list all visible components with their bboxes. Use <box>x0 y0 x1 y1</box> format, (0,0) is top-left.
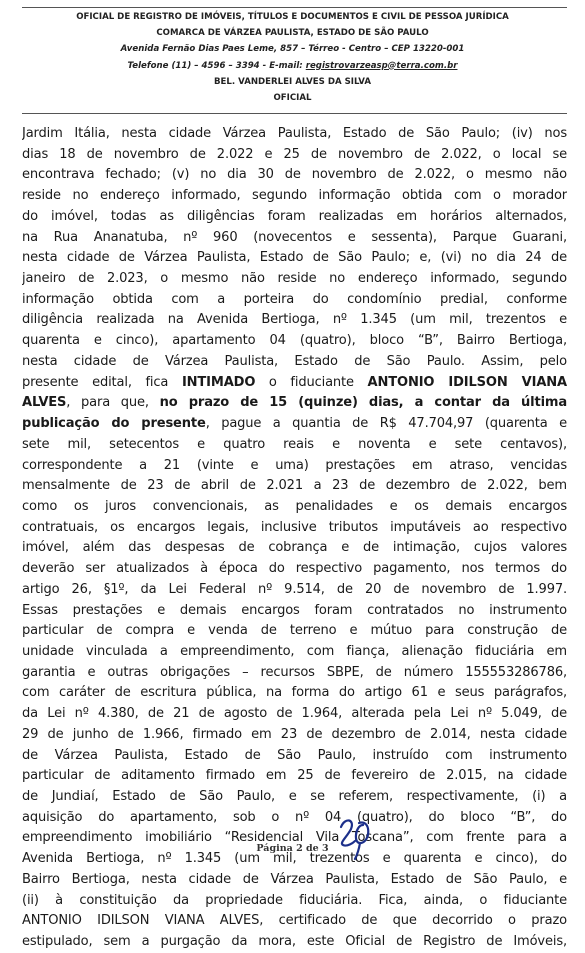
text-run: Avenida Bertioga, nº 1.345 (um mil, trezentos e quarenta e cinco), do <box>22 851 567 867</box>
text-run: deverão ser atualizados à época do respectivo pagamento, nos termos do <box>22 561 567 577</box>
text-run: reside no endereço informado, segundo informação obtida com o morador <box>22 188 567 204</box>
text-line <box>22 580 567 601</box>
text-line <box>22 124 567 145</box>
text-run: imóvel, além das despesas de cobrança e de intimação, cujos valores <box>22 540 567 556</box>
text-run: , pague a quantia de R$ 47.704,97 (quarenta e <box>205 416 567 432</box>
address-line: Avenida Fernão Dias Paes Leme, 857 – Térreo - Centro – CEP 13220-001 <box>120 44 465 55</box>
text-line <box>22 435 567 456</box>
text-run: na Rua Ananatuba, nº 960 (novecentos e sessenta), Parque Guarani, <box>22 229 567 245</box>
text-run: encontrava fechado; (v) no dia 30 de novembro de 2.022, o mesmo não <box>22 167 567 183</box>
text-line <box>22 932 567 953</box>
header-top-rule <box>22 7 567 8</box>
bold-text: INTIMADO <box>181 374 256 390</box>
text-run: mensalmente de 23 de abril de 2.021 a 23 de dezembro de 2.022, bem <box>22 478 567 494</box>
bold-text: publicação do presente <box>22 416 206 432</box>
edital-body <box>22 124 567 953</box>
text-line <box>22 248 567 269</box>
text-run: contratuais, os encargos legais, inclusive tributos imputáveis ao respectivo <box>22 519 567 535</box>
text-line <box>22 393 567 414</box>
text-line <box>22 787 567 808</box>
text-run: estipulado, sem a purgação da mora, este Oficial de Registro de Imóveis, <box>22 934 567 950</box>
county-line: COMARCA DE VÁRZEA PAULISTA, ESTADO DE SÃO PAULO <box>156 28 429 39</box>
text-line <box>22 538 567 559</box>
text-run: particular de compra e venda de terreno e mútuo para construção de <box>22 623 567 639</box>
officer-title: OFICIAL <box>273 92 312 103</box>
text-line <box>22 290 567 311</box>
text-run: informação obtida com a porteira do condomínio predial, conforme <box>22 291 567 307</box>
text-run: aquisição do apartamento, sob o nº 04 (quatro), do bloco “B”, do <box>22 809 567 825</box>
text-line <box>22 808 567 829</box>
text-run: presente edital, fica <box>22 374 182 390</box>
initials-signature <box>335 813 375 861</box>
text-run: o fiduciante <box>255 374 368 390</box>
text-line <box>22 269 567 290</box>
text-run: correspondente a 21 (vinte e uma) prestações em atraso, vencidas <box>22 457 567 473</box>
text-run: ANTONIO IDILSON VIANA ALVES, certificado de que decorrido o prazo <box>22 913 567 929</box>
contact-line <box>0 58 585 74</box>
text-line <box>22 310 567 331</box>
text-run: Essas prestações e demais encargos foram contratados no instrumento <box>22 602 567 618</box>
text-line <box>22 145 567 166</box>
phone-text: Telefone (11) – 4596 – 3394 - E-mail: <box>127 60 303 71</box>
text-run: diligência realizada na Avenida Bertioga, nº 1.345 (um mil, trezentos e <box>22 312 567 328</box>
text-line <box>22 683 567 704</box>
text-line <box>22 207 567 228</box>
text-run: Jardim Itália, nesta cidade Várzea Paulista, Estado de São Paulo; (iv) nos <box>22 126 567 141</box>
text-line <box>22 414 567 435</box>
text-run: empreendimento imobiliário “Residencial Vila Toscana”, com frente para a <box>22 830 567 846</box>
text-line <box>22 559 567 580</box>
text-run: nesta cidade de Várzea Paulista, Estado de São Paulo; e, (vi) no dia 24 de <box>22 250 567 266</box>
text-line <box>22 228 567 249</box>
text-run: unidade vinculada a empreendimento, com fiança, alienação fiduciária em <box>22 643 567 659</box>
text-run: particular de aditamento firmado em 25 de fevereiro de 2.015, na cidade <box>22 768 567 784</box>
text-line <box>22 621 567 642</box>
text-run: janeiro de 2.023, o mesmo não reside no endereço informado, segundo <box>22 271 567 287</box>
text-line <box>22 766 567 787</box>
bold-text: no prazo de 15 (quinze) dias, a contar da última <box>159 395 567 411</box>
text-run: (ii) à constituição da propriedade fiduciária. Fica, ainda, o fiduciante <box>22 892 567 908</box>
letterhead <box>0 9 585 106</box>
text-line <box>22 456 567 477</box>
bold-text: ANTONIO IDILSON VIANA <box>367 374 567 390</box>
text-line <box>22 331 567 352</box>
text-line <box>22 352 567 373</box>
email-link[interactable]: registrovarzeasp@terra.com.br <box>305 60 458 71</box>
text-run: de Jundiaí, Estado de São Paulo, e se referem, respectivamente, (i) a <box>22 789 567 804</box>
text-line <box>22 373 567 394</box>
text-line <box>22 642 567 663</box>
header-bottom-rule <box>22 113 567 114</box>
text-line <box>22 663 567 684</box>
text-line <box>22 725 567 746</box>
text-run: , para que, <box>66 395 160 411</box>
text-run: sete mil, setecentos e quatro reais e noventa e sete centavos), <box>22 436 567 452</box>
text-run: quarenta e cinco), apartamento 04 (quatro), bloco “B”, Bairro Bertioga, <box>22 333 567 349</box>
text-run: da Lei nº 4.380, de 21 de agosto de 1.964, alterada pela Lei nº 5.049, de <box>22 706 567 722</box>
text-line <box>22 497 567 518</box>
text-run: Bairro Bertioga, nesta cidade de Várzea Paulista, Estado de São Paulo, e <box>22 871 567 887</box>
registry-name: OFICIAL DE REGISTRO DE IMÓVEIS, TÍTULOS E DOCUMENTOS E CIVIL DE PESSOA JURÍDICA <box>76 12 509 22</box>
text-run: como os juros convencionais, as penalidades e os demais encargos <box>22 498 567 514</box>
text-run: artigo 26, §1º, da Lei Federal nº 9.514, de 20 de novembro de 1.997. <box>22 581 567 597</box>
text-line <box>22 165 567 186</box>
text-line <box>22 870 567 891</box>
text-line <box>22 891 567 912</box>
text-line <box>22 186 567 207</box>
text-run: com caráter de escritura pública, na forma do artigo 61 e seus parágrafos, <box>22 685 567 701</box>
text-line <box>22 476 567 497</box>
text-run: 29 de junho de 1.966, firmado em 23 de dezembro de 2.014, nesta cidade <box>22 726 567 742</box>
text-line <box>22 518 567 539</box>
text-line <box>22 601 567 622</box>
text-run: dias 18 de novembro de 2.022 e 25 de novembro de 2.022, o local se <box>22 146 567 162</box>
text-line <box>22 911 567 932</box>
text-run: garantia e outras obrigações – recursos SBPE, de número 155553286786, <box>22 664 567 680</box>
bold-text: ALVES <box>22 395 67 411</box>
text-line <box>22 704 567 725</box>
page-label: Página 2 de 3 <box>256 843 329 854</box>
text-run: do imóvel, todas as diligências foram realizadas em horários alternados, <box>22 208 567 224</box>
text-line <box>22 746 567 767</box>
text-run: de Várzea Paulista, Estado de São Paulo, instruído com instrumento <box>22 747 567 763</box>
officer-name: BEL. VANDERLEI ALVES DA SILVA <box>213 76 372 87</box>
page-number <box>0 843 585 854</box>
text-run: nesta cidade de Várzea Paulista, Estado de São Paulo. Assim, pelo <box>22 353 567 369</box>
